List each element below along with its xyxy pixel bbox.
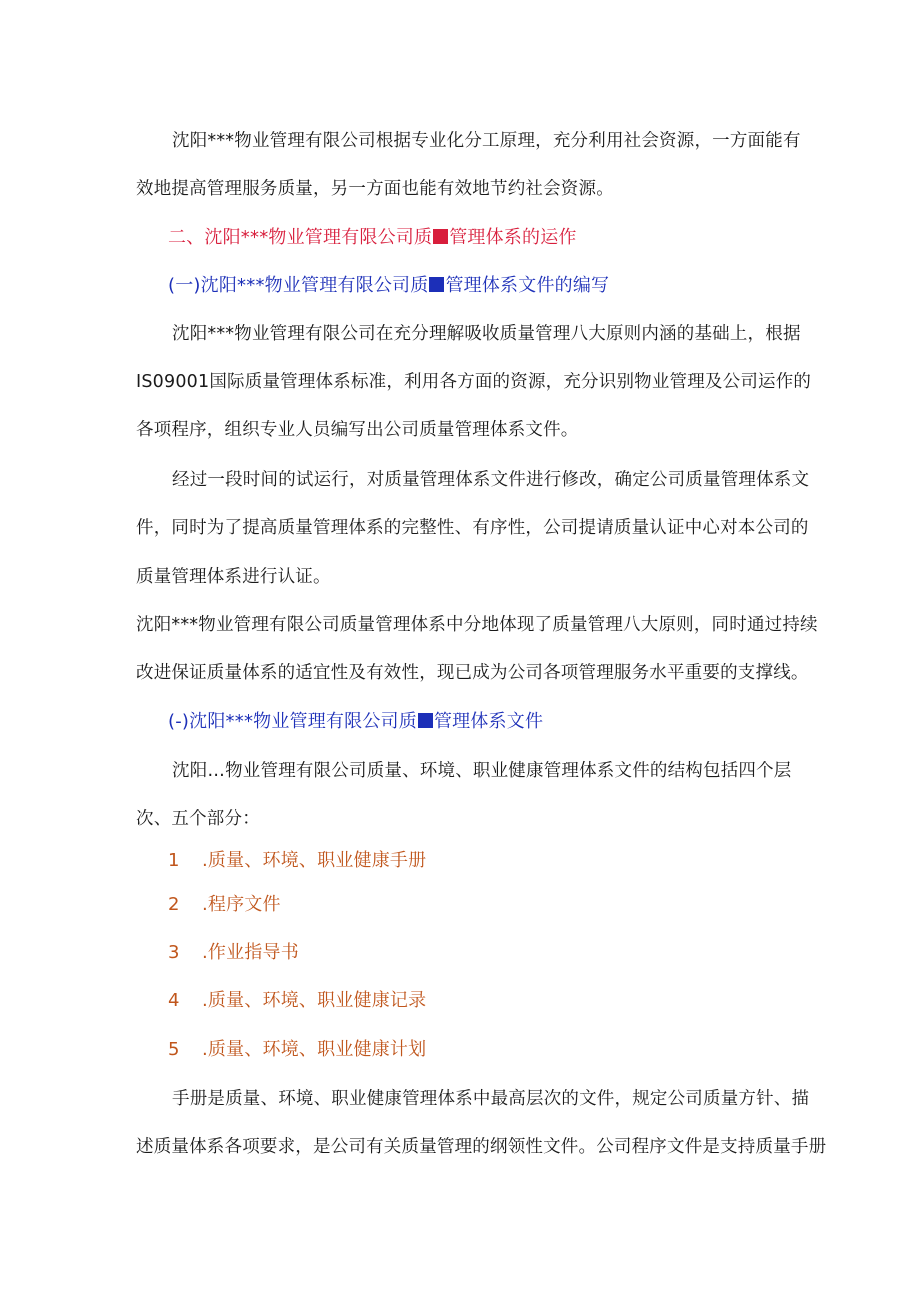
list-item — [168, 942, 299, 964]
heading-text: 管理体系的运作 — [449, 227, 577, 248]
list-item — [168, 850, 426, 872]
subsection-heading — [168, 711, 543, 733]
redaction-square-icon — [429, 277, 444, 292]
subsection-heading — [168, 275, 609, 297]
paragraph-line: 件，同时为了提高质量管理体系的完整性、有序性，公司提请质量认证中心对本公司的 — [136, 518, 809, 538]
list-item-text: .程序文件 — [202, 894, 281, 915]
paragraph-line: 手册是质量、环境、职业健康管理体系中最高层次的文件，规定公司质量方针、描 — [172, 1089, 810, 1109]
list-item — [168, 1039, 426, 1061]
list-item-text: .质量、环境、职业健康记录 — [202, 990, 427, 1011]
list-item-number: 5 — [168, 1039, 180, 1060]
paragraph-line: 述质量体系各项要求，是公司有关质量管理的纲领性文件。公司程序文件是支持质量手册 — [136, 1137, 827, 1157]
paragraph-line: 沈阳***物业管理有限公司质量管理体系中分地体现了质量管理八大原则，同时通过持续 — [136, 615, 818, 635]
heading-text: (-)沈阳***物业管理有限公司质 — [168, 711, 417, 732]
list-item-text: .质量、环境、职业健康计划 — [202, 1039, 427, 1060]
paragraph-line: 次、五个部分： — [136, 809, 260, 829]
list-item — [168, 894, 281, 916]
redaction-square-icon — [433, 229, 448, 244]
paragraph-line: 改进保证质量体系的适宜性及有效性，现已成为公司各项管理服务水平重要的支撑线。 — [136, 663, 809, 683]
heading-text: (一)沈阳***物业管理有限公司质 — [168, 275, 429, 296]
paragraph-line: 质量管理体系进行认证。 — [136, 567, 331, 587]
list-item-number: 4 — [168, 990, 180, 1011]
paragraph-line: 沈阳***物业管理有限公司在充分理解吸收质量管理八大原则内涵的基础上，根据 — [172, 324, 801, 344]
list-item-number: 1 — [168, 850, 180, 871]
list-item-number: 2 — [168, 894, 180, 915]
list-item-text: .作业指导书 — [202, 942, 299, 963]
paragraph-line: 效地提高管理服务质量，另一方面也能有效地节约社会资源。 — [136, 179, 614, 199]
heading-text: 管理体系文件 — [433, 711, 544, 732]
list-item-text: .质量、环境、职业健康手册 — [202, 850, 427, 871]
list-item-number: 3 — [168, 942, 180, 963]
paragraph-line: 沈阳…物业管理有限公司质量、环境、职业健康管理体系文件的结构包括四个层 — [172, 761, 792, 781]
heading-text: 管理体系文件的编写 — [445, 275, 610, 296]
paragraph-line: 经过一段时间的试运行，对质量管理体系文件进行修改，确定公司质量管理体系文 — [172, 470, 810, 490]
list-item — [168, 990, 426, 1012]
redaction-square-icon — [418, 713, 433, 728]
paragraph-line: 各项程序，组织专业人员编写出公司质量管理体系文件。 — [136, 420, 579, 440]
heading-text: 二、沈阳***物业管理有限公司质 — [168, 227, 433, 248]
paragraph-line: IS09001国际质量管理体系标准，利用各方面的资源，充分识别物业管理及公司运作的 — [136, 372, 812, 392]
paragraph-line: 沈阳***物业管理有限公司根据专业化分工原理，充分利用社会资源，一方面能有 — [172, 131, 801, 151]
section-heading — [168, 227, 577, 249]
